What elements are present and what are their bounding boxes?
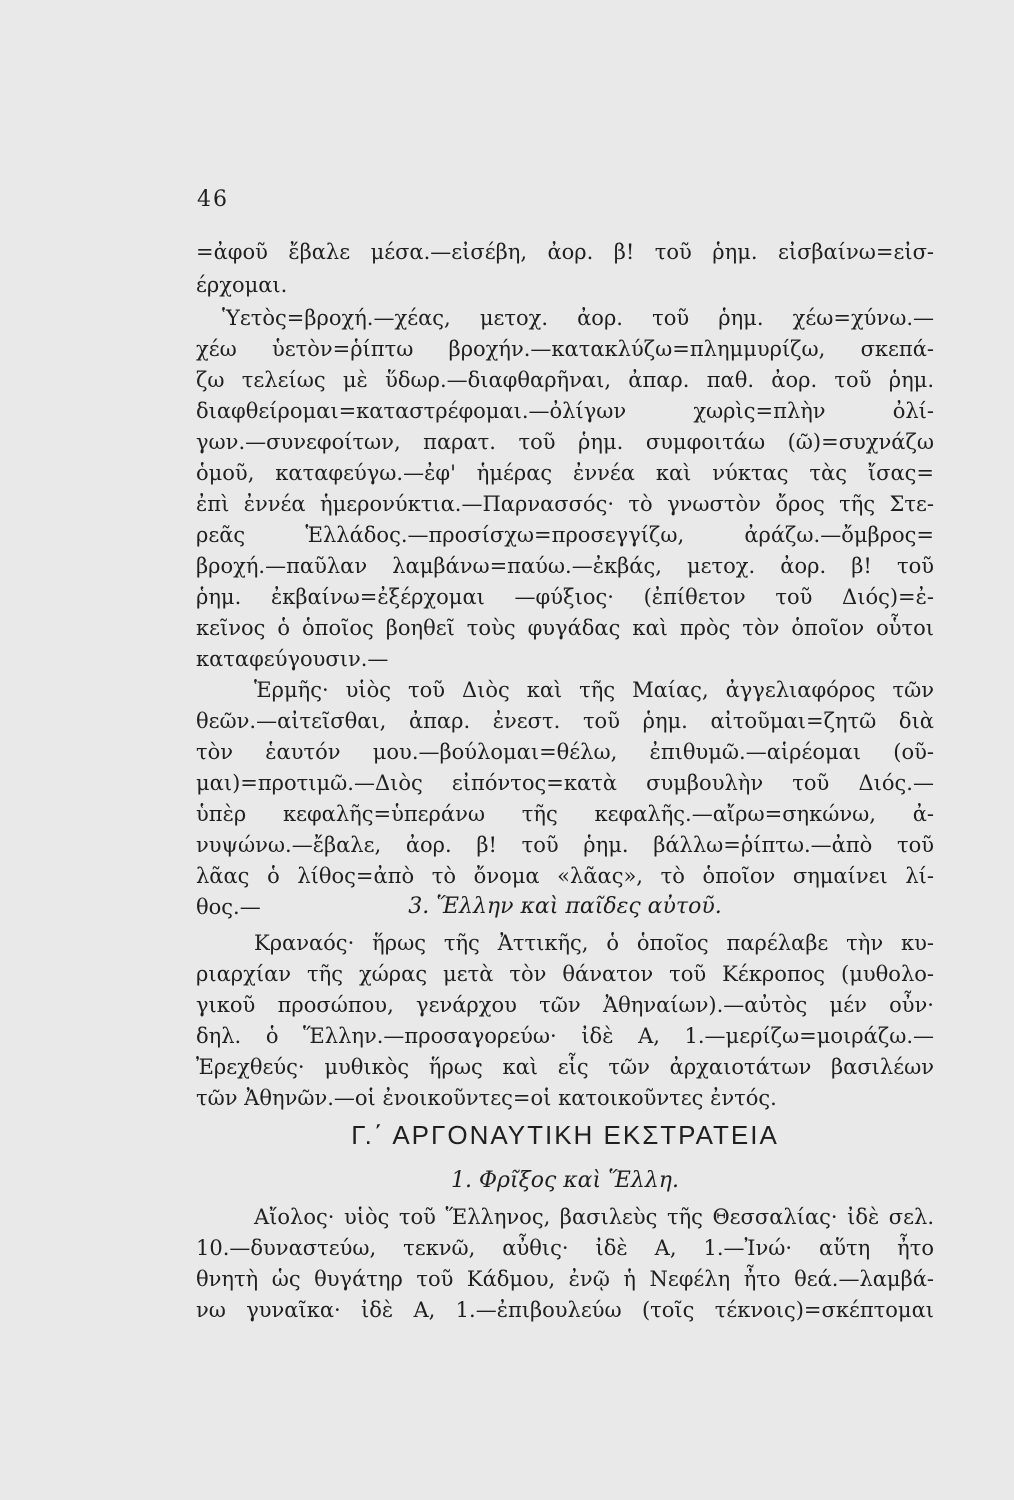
text-line: ρεᾶς Ἑλλάδος.—προσίσχω=προσεγγίζω, ἀράζω.—ὄμβρος= bbox=[196, 523, 934, 547]
text-line: θος.— bbox=[196, 895, 261, 919]
text-line: μαι)=προτιμῶ.—Διὸς εἰπόντος=κατὰ συμβουλὴν τοῦ Διός.— bbox=[196, 771, 934, 795]
text-line: τὸν ἑαυτόν μου.—βούλομαι=θέλω, ἐπιθυμῶ.—αἱρέομαι (οῦ- bbox=[196, 740, 934, 764]
text-line: Κραναός· ἥρως τῆς Ἀττικῆς, ὁ ὁποῖος παρέλαβε τὴν κυ- bbox=[254, 931, 934, 955]
text-line: ἐπὶ ἐννέα ἡμερονύκτια.—Παρνασσός· τὸ γνωστὸν ὄρος τῆς Στε- bbox=[196, 492, 934, 516]
chapter-heading: Γ.΄ ΑΡΓΟΝΑΥΤΙΚΗ ΕΚΣΤΡΑΤΕΙΑ bbox=[351, 1120, 779, 1150]
text-line: 10.—δυναστεύω, τεκνῶ, αὖθις· ἰδὲ Α, 1.—Ἰνώ· αὕτη ἦτο bbox=[196, 1236, 934, 1260]
text-line: ριαρχίαν τῆς χώρας μετὰ τὸν θάνατον τοῦ Κέκροπος (μυθολο- bbox=[196, 962, 934, 986]
text-line: διαφθείρομαι=καταστρέφομαι.—ὀλίγων χωρὶς=πλὴν ὀλί- bbox=[196, 399, 934, 423]
text-line: Ἑρμῆς· υἱὸς τοῦ Διὸς καὶ τῆς Μαίας, ἀγγελιαφόρος τῶν bbox=[254, 678, 934, 702]
text-line: λᾶας ὁ λίθος=ἀπὸ τὸ ὄνομα «λᾶας», τὸ ὁποῖον σημαίνει λί- bbox=[196, 864, 934, 888]
text-line: θεῶν.—αἰτεῖσθαι, ἀπαρ. ἐνεστ. τοῦ ῥημ. αἰτοῦμαι=ζητῶ διὰ bbox=[196, 709, 934, 733]
text-line: Ὑετὸς=βροχή.—χέας, μετοχ. ἀορ. τοῦ ῥημ. χέω=χύνω.— bbox=[222, 306, 934, 330]
text-line: νω γυναῖκα· ἰδὲ Α, 1.—ἐπιβουλεύω (τοῖς τέκνοις)=σκέπτομαι bbox=[196, 1298, 934, 1322]
text-line: ὁμοῦ, καταφεύγω.—ἐφ' ἡμέρας ἐννέα καὶ νύκτας τὰς ἴσας= bbox=[196, 461, 934, 485]
text-line: έρχομαι. bbox=[196, 273, 288, 297]
text-line: Αἴολος· υἱὸς τοῦ Ἕλληνος, βασιλεὺς τῆς Θεσσαλίας· ἰδὲ σελ. bbox=[254, 1205, 934, 1229]
text-line: χέω ὑετὸν=ῥίπτω βροχήν.—κατακλύζω=πλημμυρίζω, σκεπά- bbox=[196, 337, 934, 361]
text-line: γων.—συνεφοίτων, παρατ. τοῦ ῥημ. συμφοιτάω (ῶ)=συχνάζω bbox=[196, 430, 934, 454]
text-line: =ἀφοῦ ἔβαλε μέσα.—εἰσέβη, ἀορ. β! τοῦ ῥημ. εἰσβαίνω=εἰσ- bbox=[196, 240, 934, 264]
text-line: βροχή.—παῦλαν λαμβάνω=παύω.—ἐκβάς, μετοχ. ἀορ. β! τοῦ bbox=[196, 554, 934, 578]
text-line: κεῖνος ὁ ὁποῖος βοηθεῖ τοὺς φυγάδας καὶ πρὸς τὸν ὁποῖον οὗτοι bbox=[196, 616, 934, 640]
text-line: ῥημ. ἐκβαίνω=ἐξέρχομαι —φύξιος· (ἐπίθετον τοῦ Διός)=ἐ- bbox=[196, 585, 934, 609]
text-line: ζω τελείως μὲ ὕδωρ.—διαφθαρῆναι, ἀπαρ. παθ. ἀορ. τοῦ ῥημ. bbox=[196, 368, 934, 392]
text-line: τῶν Ἀθηνῶν.—οἱ ἐνοικοῦντες=οἱ κατοικοῦντες ἐντός. bbox=[196, 1086, 777, 1110]
text-line: δηλ. ὁ Ἕλλην.—προσαγορεύω· ἰδὲ Α, 1.—μερίζω=μοιράζω.— bbox=[196, 1024, 934, 1048]
page-number: 46 bbox=[197, 187, 229, 212]
text-line: καταφεύγουσιν.— bbox=[196, 647, 389, 671]
text-line: γικοῦ προσώπου, γενάρχου τῶν Ἀθηναίων).—αὐτὸς μέν οὖν· bbox=[196, 993, 934, 1017]
text-line: Ἐρεχθεύς· μυθικὸς ἥρως καὶ εἷς τῶν ἀρχαιοτάτων βασιλέων bbox=[196, 1055, 934, 1079]
section-title-text: 1. Φρῖξος καὶ Ἕλλη. bbox=[451, 1168, 679, 1193]
text-line: νυψώνω.—ἔβαλε, ἀορ. β! τοῦ ῥημ. βάλλω=ῥίπτω.—ἀπὸ τοῦ bbox=[196, 833, 934, 857]
section-title-text: 3. Ἕλλην καὶ παῖδες αὐτοῦ. bbox=[408, 894, 722, 919]
text-line: ὑπὲρ κεφαλῆς=ὑπεράνω τῆς κεφαλῆς.—αἴρω=σηκώνω, ἀ- bbox=[196, 802, 934, 826]
text-line: θνητὴ ὡς θυγάτηρ τοῦ Κάδμου, ἐνῷ ἡ Νεφέλη ἦτο θεά.—λαμβά- bbox=[196, 1267, 934, 1291]
